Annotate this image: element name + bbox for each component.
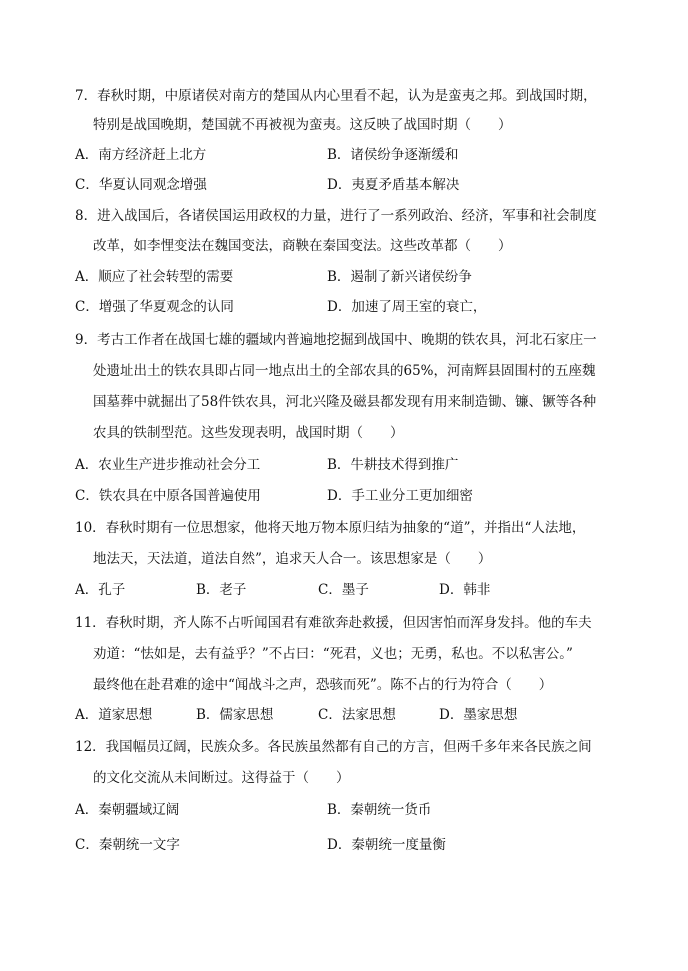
question-11-option-b: B．儒家思想 [196, 707, 274, 723]
question-10-option-c: C．墨子 [318, 582, 369, 598]
question-7-option-c: C．华夏认同观念增强 [75, 177, 207, 193]
question-7-option-d: D．夷夏矛盾基本解决 [327, 177, 460, 193]
question-8-option-c: C．增强了华夏观念的认同 [75, 299, 234, 315]
question-9-line-3: 国墓葬中就掘出了58件铁农具，河北兴隆及磁县都发现有用来制造锄、镰、镢等各种 [93, 394, 597, 410]
question-11-option-d: D．墨家思想 [439, 707, 518, 723]
question-12-line-1: 12．我国幅员辽阔，民族众多。各民族虽然都有自己的方言，但两千多年来各民族之间 [75, 739, 592, 755]
question-10-option-d: D．韩非 [439, 582, 491, 598]
question-11-line-1: 11．春秋时期，齐人陈不占听闻国君有难欲奔赴救援，但因害怕而浑身发抖。他的车夫 [75, 615, 592, 631]
question-9-line-2: 处遗址出土的铁农具即占同一地点出土的全部农具的65%，河南辉县固围村的五座魏 [93, 363, 596, 379]
question-10-line-2: 地法天，天法道，道法自然”，追求天人合一。该思想家是（ ） [93, 551, 492, 567]
question-10-line-1: 10．春秋时期有一位思想家，他将天地万物本原归结为抽象的“道”，并指出“人法地， [75, 520, 586, 536]
question-12-line-2: 的文化交流从未间断过。这得益于（ ） [93, 770, 350, 786]
question-7-line-1: 7．春秋时期，中原诸侯对南方的楚国从内心里看不起，认为是蛮夷之邦。到战国时期， [75, 88, 597, 104]
question-8-line-2: 改革，如李悝变法在魏国变法，商鞅在秦国变法。这些改革都（ ） [93, 238, 512, 254]
question-10-option-a: A．孔子 [75, 582, 126, 598]
question-8-option-a: A．顺应了社会转型的需要 [75, 269, 234, 285]
question-12-option-c: C．秦朝统一文字 [75, 837, 180, 853]
question-7-option-b: B．诸侯纷争逐渐缓和 [327, 147, 459, 163]
question-12-option-b: B．秦朝统一货币 [327, 802, 432, 818]
question-9-option-c: C．铁农具在中原各国普遍使用 [75, 488, 261, 504]
question-7-line-2: 特别是战国晚期，楚国就不再被视为蛮夷。这反映了战国时期（ ） [93, 117, 512, 133]
question-9-option-b: B．牛耕技术得到推广 [327, 457, 459, 473]
question-10-option-b: B．老子 [196, 582, 247, 598]
question-9-option-a: A．农业生产进步推动社会分工 [75, 457, 261, 473]
question-8-line-1: 8．进入战国后，各诸侯国运用政权的力量，进行了一系列政治、经济，军事和社会制度 [75, 208, 597, 224]
question-8-option-d: D．加速了周王室的衰亡， [327, 299, 487, 315]
question-9-line-4: 农具的铁制型范。这些发现表明，战国时期（ ） [93, 425, 404, 441]
question-11-option-c: C．法家思想 [318, 707, 396, 723]
question-9-option-d: D．手工业分工更加细密 [327, 488, 473, 504]
question-11-line-2: 劝道：“怯如是，去有益乎？”不占曰：“死君，义也；无勇，私也。不以私害公。” [93, 646, 573, 662]
question-11-option-a: A．道家思想 [75, 707, 153, 723]
question-12-option-a: A．秦朝疆域辽阔 [75, 802, 180, 818]
question-12-option-d: D．秦朝统一度量衡 [327, 837, 446, 853]
question-9-line-1: 9．考古工作者在战国七雄的疆域内普遍地挖掘到战国中、晚期的铁农具，河北石家庄一 [75, 332, 597, 348]
question-8-option-b: B．遏制了新兴诸侯纷争 [327, 269, 472, 285]
question-7-option-a: A．南方经济赶上北方 [75, 147, 207, 163]
question-11-line-3: 最终他在赴君难的途中“闻战斗之声，恐骇而死”。陈不占的行为符合（ ） [93, 677, 553, 693]
